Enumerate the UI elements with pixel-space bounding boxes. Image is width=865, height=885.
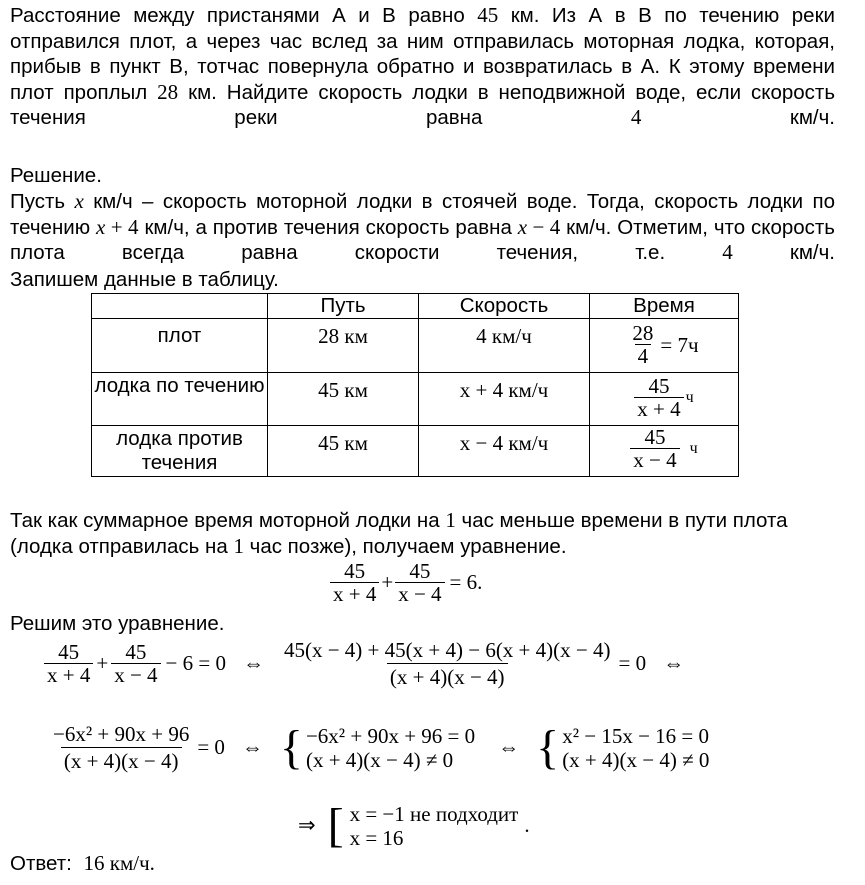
solve-step-2: $\frac{\text{−6x² + 90x + 96}}{(x + 4)(x - 4)}$ = 0 ⇔ { −6x² + 90x + 96 = 0 (x + 4)(x − 4) ≠ 0 ⇔ { x² − 15x − 16 = 0 (x + 4)(x − 4) ≠ 0 xyxy=(53,720,710,774)
solve-heading: Решим это уравнение. xyxy=(10,612,225,635)
table-header-cell: Скорость xyxy=(419,294,590,319)
table-header-cell: Путь xyxy=(268,294,419,319)
table-cell-time: $\frac{28}{4}$ = 7ч xyxy=(590,319,739,373)
table-header-row xyxy=(92,294,739,319)
main-equation: $\frac{45}{x + 4}$ + $\frac{45}{x - 4}$ = 6. xyxy=(330,560,482,605)
problem-text: Расстояние между пристанями А и В равно 45 км. Из А в В по течению реки отправился плот, а через час вслед за ним отправилась моторная лодка, которая, прибыв в пункт В, тотчас повернула обратно и возвратилась в А. К этому времени плот проплыл 28 км. Найдите скорость лодки в неподвижной воде, если скорость течения реки равна 4 км/ч. xyxy=(10,3,836,129)
table-cell-label: лодка по течению xyxy=(92,373,268,426)
reasoning-text: Так как суммарное время моторной лодки на 1 час меньше времени в пути плота (лодка отправилась на 1 час позже), получаем уравнение. xyxy=(10,508,788,558)
roots-set: x = −1 не подходит x = 16 xyxy=(349,802,519,850)
answer-line xyxy=(10,851,155,877)
table-row xyxy=(92,319,739,373)
table-header-cell: Время xyxy=(590,294,739,319)
data-table xyxy=(91,293,739,477)
table-cell-speed: x + 4 км/ч xyxy=(419,373,590,426)
system-1: −6x² + 90x + 96 = 0 (x + 4)(x − 4) ≠ 0 xyxy=(305,723,476,772)
table-cell-path: 28 км xyxy=(268,319,419,373)
solution-heading: Решение. xyxy=(10,164,102,187)
table-cell-path: 45 км xyxy=(268,373,419,426)
table-cell-time: $\frac{45}{x + 4}$ ч xyxy=(590,373,739,426)
table-cell-speed: x − 4 км/ч xyxy=(419,426,590,477)
table-row xyxy=(92,373,739,426)
answer-label: Ответ: xyxy=(10,852,72,875)
system-2: x² − 15x − 16 = 0 (x + 4)(x − 4) ≠ 0 xyxy=(562,723,710,772)
solution-intro: Пусть x км/ч – скорость моторной лодки в стоячей воде. Тогда, скорость лодки по течению x + 4 км/ч, а против течения скорость равна x − 4 км/ч. Отметим, что скорость плота всегда равна скорости течения, т.е. 4 км/ч. xyxy=(10,189,835,264)
table-cell-label: лодка против течения xyxy=(92,426,268,477)
table-row xyxy=(92,426,739,477)
solution-intro-last: Запишем данные в таблицу. xyxy=(10,268,279,291)
table-cell-label: плот xyxy=(92,319,268,373)
table-header-cell xyxy=(92,294,268,319)
table-cell-speed: 4 км/ч xyxy=(419,319,590,373)
solve-roots: ⇒ [ x = −1 не подходит x = 16 . xyxy=(298,799,530,852)
table-cell-path: 45 км xyxy=(268,426,419,477)
table-cell-time: $\frac{45}{x - 4}$ ч xyxy=(590,426,739,477)
answer-value: 16 км/ч. xyxy=(83,851,155,875)
solve-step-1: $\frac{45}{x + 4}$ + $\frac{45}{x - 4}$ − 6 = 0 ⇔ $\frac{45(x - 4) + 45(x + 4) - 6(x + 4)(x - 4)}{(x + 4)(x - 4)}$ = 0 ⇔ xyxy=(44,637,684,690)
